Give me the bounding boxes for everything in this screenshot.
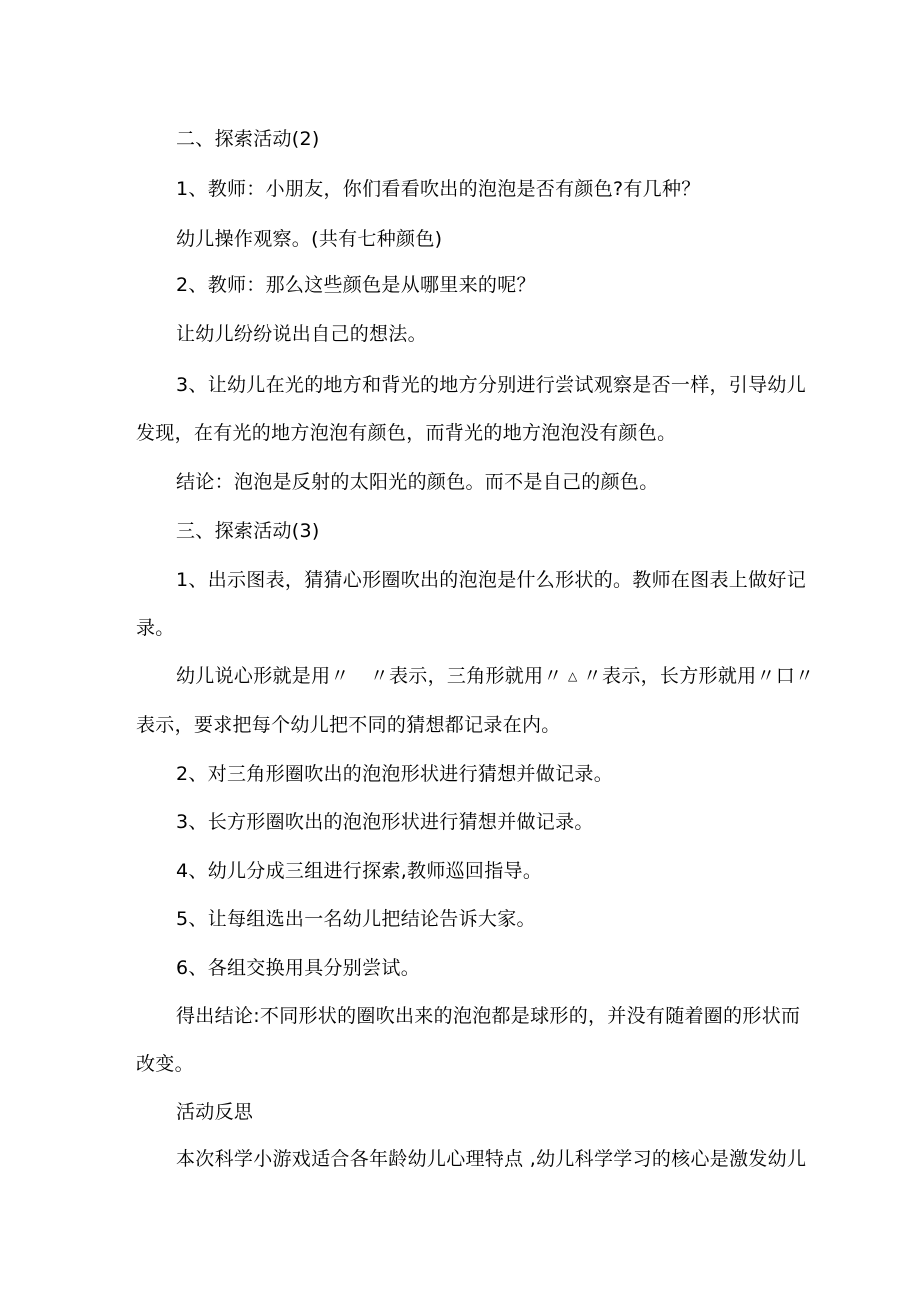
paragraph-line: 1、出示图表，猜猜心形圈吹出的泡泡是什么形状的。教师在图表上做好记 <box>176 569 806 591</box>
paragraph-line: 表示，要求把每个幼儿把不同的猜想都记录在内。 <box>136 714 561 736</box>
paragraph-line: 改变。 <box>136 1053 194 1075</box>
triangle-symbol: △ <box>567 669 578 683</box>
section-heading-reflection: 活动反思 <box>176 1101 254 1123</box>
paragraph-line: 5、让每组选出一名幼儿把结论告诉大家。 <box>176 908 536 930</box>
paragraph-line: 得出结论:不同形状的圈吹出来的泡泡都是球形的，并没有随着圈的形状而 <box>176 1005 801 1027</box>
paragraph-line: 结论：泡泡是反射的太阳光的颜色。而不是自己的颜色。 <box>176 471 659 493</box>
section-heading-3: 三、探索活动(3) <box>176 520 320 542</box>
paragraph-line: 本次科学小游戏适合各年龄幼儿心理特点 ,幼儿科学学习的核心是激发幼儿 <box>176 1148 807 1170</box>
paragraph-line: 2、教师：那么这些颜色是从哪里来的呢？ <box>176 274 536 296</box>
paragraph-line: 录。 <box>136 617 175 639</box>
paragraph-line: 让幼儿纷纷说出自己的想法。 <box>176 323 427 345</box>
paragraph-line: 幼儿操作观察。(共有七种颜色) <box>176 228 443 250</box>
paragraph-line: 6、各组交换用具分别尝试。 <box>176 957 420 979</box>
paragraph-line: 1、教师：小朋友，你们看看吹出的泡泡是否有颜色?有几种？ <box>176 178 701 200</box>
symbol-text-part: 幼儿说心形就是用〃 <box>176 665 350 687</box>
paragraph-line: 3、长方形圈吹出的泡泡形状进行猜想并做记录。 <box>176 811 594 833</box>
symbol-paragraph-line <box>176 664 814 688</box>
section-heading-2: 二、探索活动(2) <box>176 128 320 150</box>
paragraph-line: 2、对三角形圈吹出的泡泡形状进行猜想并做记录。 <box>176 763 613 785</box>
paragraph-line: 3、让幼儿在光的地方和背光的地方分别进行尝试观察是否一样，引导幼儿 <box>176 374 806 396</box>
symbol-text-part: 〃表示，长方形就用〃口〃 <box>582 665 815 687</box>
paragraph-line: 4、幼儿分成三组进行探索,教师巡回指导。 <box>176 860 543 882</box>
symbol-text-part: 〃表示，三角形就用〃 <box>369 665 563 687</box>
paragraph-line: 发现，在有光的地方泡泡有颜色，而背光的地方泡泡没有颜色。 <box>136 422 677 444</box>
